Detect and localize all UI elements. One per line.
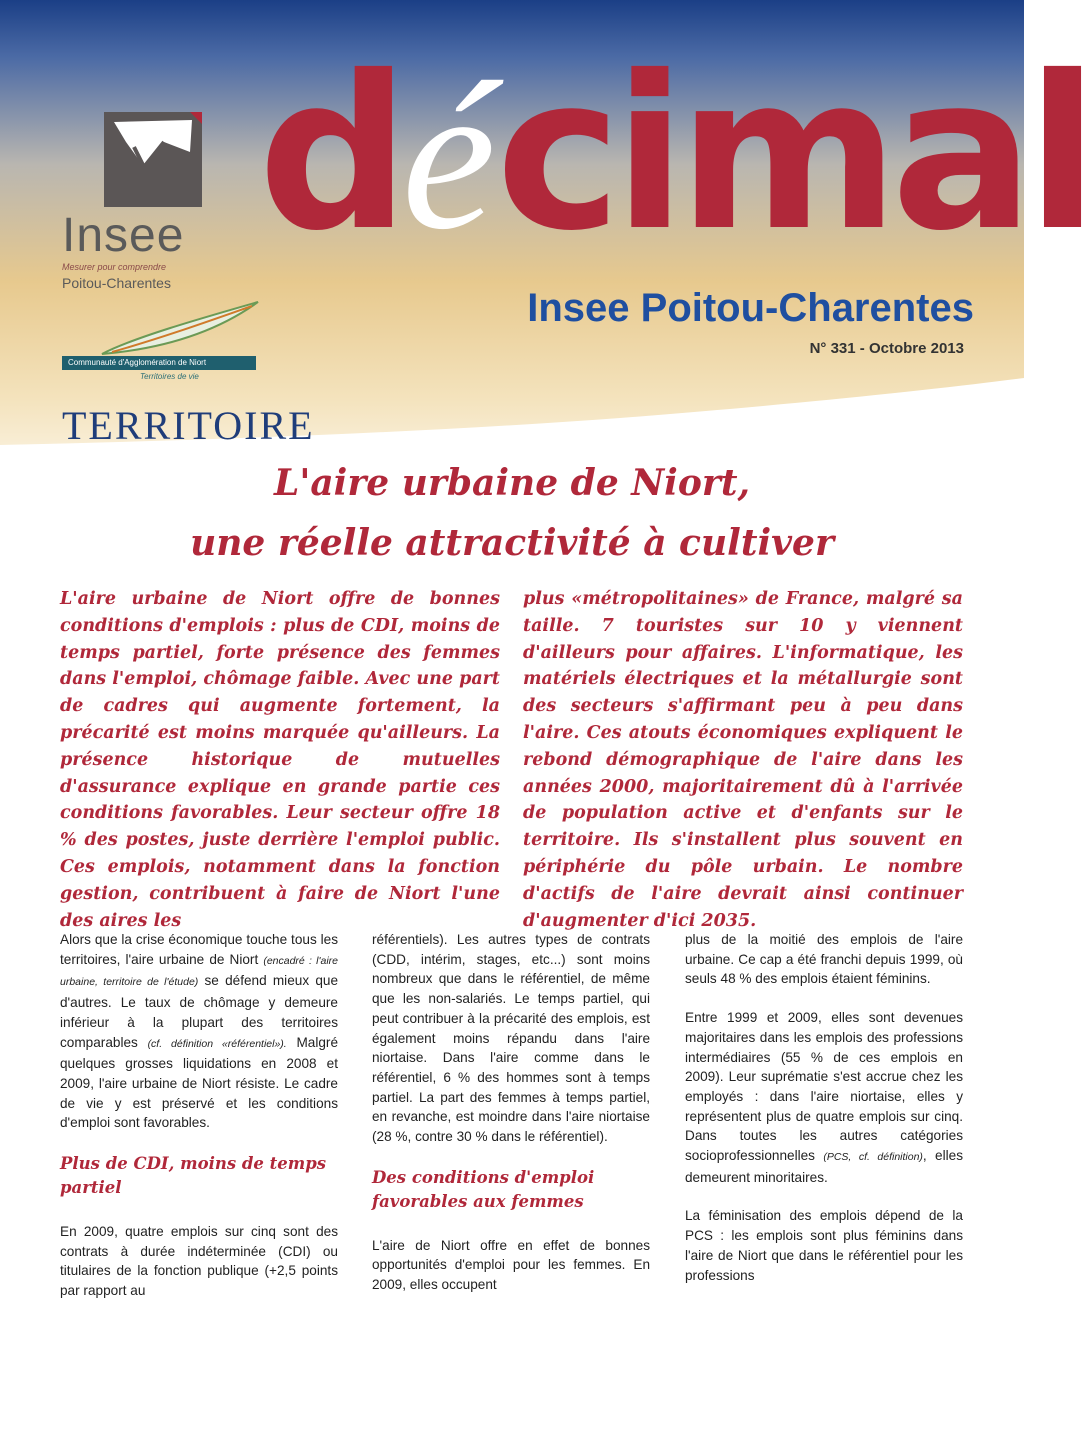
article-title-line1: L'aire urbaine de Niort, <box>274 462 750 504</box>
partner-logo <box>62 298 262 382</box>
subheading: Des conditions d'emploi favorables aux femmes <box>372 1167 595 1211</box>
inline-note: (cf. définition «référentiel»). <box>147 1037 287 1050</box>
leaf-icon <box>62 298 262 356</box>
body-paragraph: référentiels). Les autres types de contrats (CDD, intérim, stages, etc...) sont moins nombreux que dans le référentiel, de même que les non-salariés. Le temps partiel, qui peut contribuer à la précarité des emplois, est également moins répandu dans l'aire niortaise. Dans l'aire comme dans le référentiel, 6 % des hommes sont à temps partiel. La part des femmes à temps partiel, en revanche, est moindre dans l'aire niortaise (28 %, contre 30 % dans le référentiel). <box>372 932 650 1145</box>
insee-logo-mark <box>104 112 202 207</box>
body-paragraph: En 2009, quatre emplois sur cinq sont des contrats à durée indéterminée (CDI) ou titulaires de la fonction publique (+2,5 points par rapport au <box>60 1224 338 1299</box>
lede-column-2: plus «métropolitaines» de France, malgré sa taille. 7 touristes sur 10 y viennent d'ailleurs pour affaires. L'informatique, les matériels électriques et la métallurgie sont des secteurs s'affirmant peu à peu dans l'aire. Ces atouts économiques expliquent le rebond démographique de l'aire dans les années 2000, majoritairement dû à l'arrivée de population active et d'enfants sur le territoire. Ils s'installent plus souvent en périphérie du pôle urbain. Le nombre d'actifs de l'aire devrait ainsi continuer d'augmenter d'ici 2035. <box>523 589 963 931</box>
insee-logo-tagline: Mesurer pour comprendre <box>62 262 167 272</box>
body-paragraph: La féminisation des emplois dépend de la PCS : les emplois sont plus féminins dans l'aire de Niort que dans le référentiel pour les professions <box>685 1208 963 1283</box>
issue-number: N° 331 - Octobre 2013 <box>809 340 964 357</box>
body-paragraph: plus de la moitié des emplois de l'aire urbaine. Ce cap a été franchi depuis 1999, où seuls 48 % des emplois étaient féminins. <box>685 932 963 987</box>
body-column-3 <box>685 930 963 1304</box>
insee-logo-region: Poitou-Charentes <box>62 275 171 291</box>
body-paragraph <box>685 1008 963 1187</box>
text-run: se défend mieux que d'autres. Le taux de chômage y demeure inférieur à la plupart des territoires comparables <box>60 973 339 1050</box>
inline-note: (PCS, cf. définition) <box>823 1151 923 1164</box>
lede-column-1: L'aire urbaine de Niort offre de bonnes conditions d'emplois : plus de CDI, moins de temps partiel, forte présence des femmes dans l'emploi, chômage faible. Avec une part de cadres qui augmente fortement, la précarité est moins marquée qu'ailleurs. La présence historique de mutuelles d'assurance explique en grande partie ces conditions favorables. Leur secteur offre 18 % des postes, juste derrière l'emploi public. Ces emplois, notamment dans la fonction gestion, contribuent à faire de Niort l'une des aires les <box>60 589 500 931</box>
inline-note: (encadré : l'aire urbaine, territoire de l'étude) <box>60 954 338 989</box>
masthead-d: d <box>258 30 402 277</box>
text-run: , elles demeurent minoritaires. <box>685 1148 964 1185</box>
partner-name: Communauté d'Agglomération de Niort <box>62 356 256 370</box>
masthead-rest: cimal <box>495 30 1091 277</box>
text-run: Entre 1999 et 2009, elles sont devenues majoritaires dans les emplois des professions intermédiaires (55 % de ces emplois en 2009). Leur suprématie s'est accrue chez les employés : dans l'aire niortaise, elles y représentent plus de quatre emplois sur cinq. Dans toutes les autres catégories socioprofessionnelles <box>685 1010 963 1164</box>
section-label: TERRITOIRE <box>62 403 315 448</box>
masthead-e: é <box>401 38 496 273</box>
partner-tagline: Territoires de vie <box>140 372 199 381</box>
body-paragraph: L'aire de Niort offre en effet de bonnes opportunités d'emploi pour les femmes. En 2009, elles occupent <box>372 1237 650 1293</box>
masthead-title <box>258 30 1091 277</box>
body-paragraph <box>60 930 338 1133</box>
article-title-line2: une réelle attractivité à cultiver <box>190 522 834 564</box>
subheading: Plus de CDI, moins de temps partiel <box>60 1154 327 1198</box>
text-run: Alors que la crise économique touche tous les territoires, l'aire urbaine de Niort <box>60 932 338 967</box>
insee-logo-text: Insee <box>62 209 185 262</box>
publication-subtitle: Insee Poitou-Charentes <box>527 286 974 330</box>
text-run: Malgré quelques grosses liquidations en 2008 et 2009, l'aire urbaine de Niort résiste. Le cadre de vie y est préservé et les conditions d'emploi sont favorables. <box>60 1034 339 1131</box>
body-column-2 <box>372 930 650 1314</box>
body-column-1 <box>60 930 338 1320</box>
